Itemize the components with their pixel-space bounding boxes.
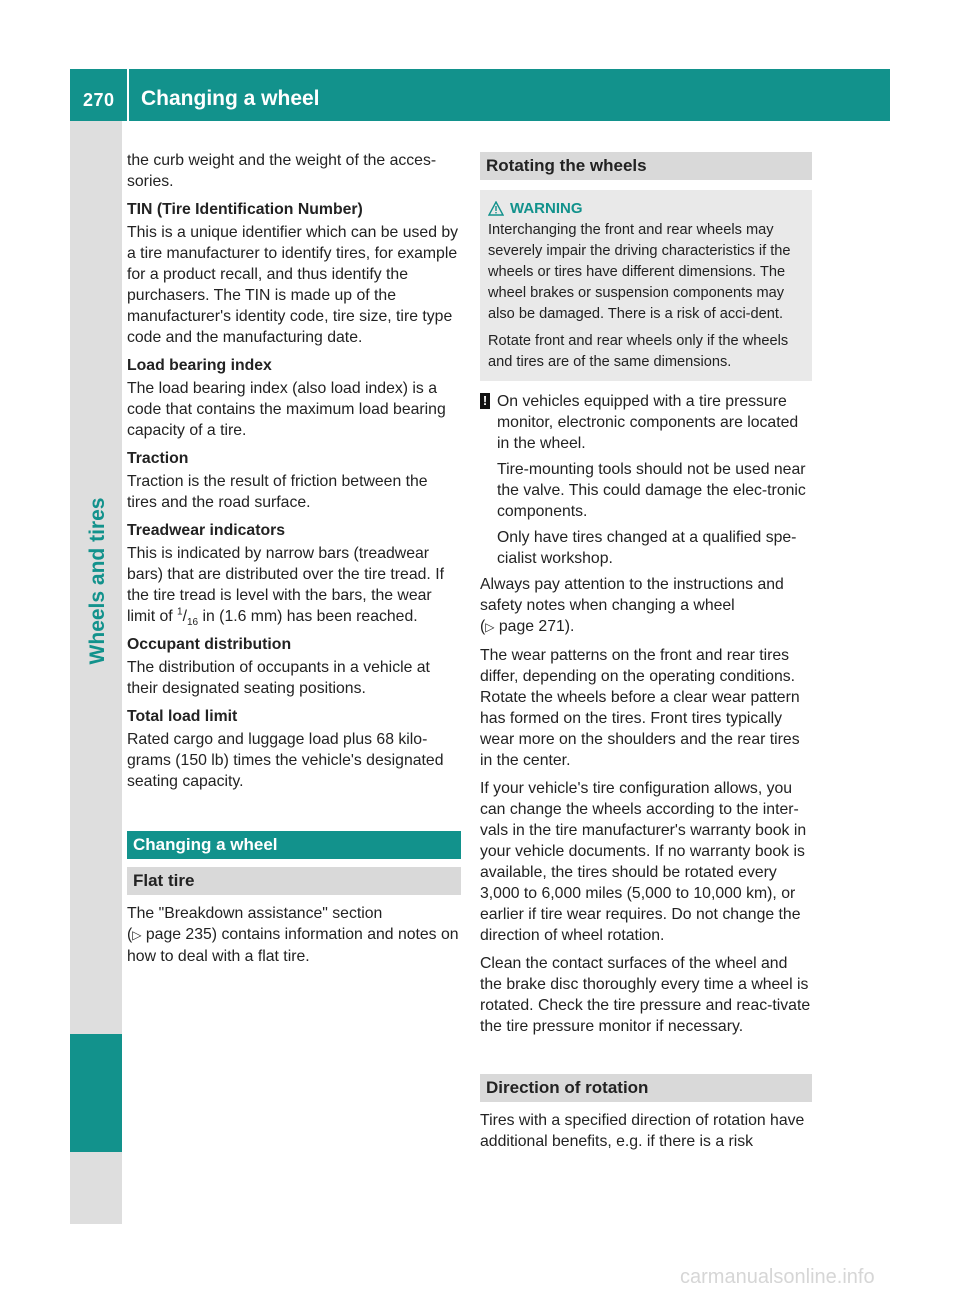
warning-triangle-icon (488, 201, 504, 216)
warning-text-1: Interchanging the front and rear wheels may severely impair the driving characteristics if the wheels or tires have different dimensions. The wheel brakes or suspension components may also be damaged. There is a risk of acci-dent. (488, 222, 791, 322)
traction-text: Traction is the result of friction between the tires and the road surface. (127, 473, 428, 511)
subsection-title-direction: Direction of rotation (480, 1074, 812, 1102)
treadwear-body: This is indicated by narrow bars (treadwear bars) that are distributed over the tire tread. If the tire tread is level with the bars, the wear limit of (127, 545, 444, 625)
notice-text-2: Tire-mounting tools should not be used near the valve. This could damage the elec-tronic components. (497, 461, 806, 520)
side-tab-label: Wheels and tires (86, 497, 109, 665)
left-column (127, 150, 461, 974)
page-ref-271[interactable]: page 271 (498, 618, 565, 635)
page-number: 270 (83, 90, 115, 110)
side-tab-marker (70, 1034, 122, 1152)
occupant-text: The distribution of occupants in a vehicle at their designated seating positions. (127, 659, 430, 697)
notice-block (480, 391, 812, 569)
warning-box (480, 190, 812, 381)
wear-patterns-text: The wear patterns on the front and rear tires differ, depending on the operating conditions. Rotate the wheels before a clear wear pattern has formed on the tires. Front tires typically wear more on the shoulders and the rear tires in the center. (480, 647, 800, 769)
instructions-text: Always pay attention to the instructions and safety notes when changing a wheel (▷ page 271). (480, 576, 784, 635)
total-load-text: Rated cargo and luggage load plus 68 kilo-grams (150 lb) times the vehicle's designated seating capacity. (127, 731, 444, 790)
watermark: carmanualsonline.info (680, 1266, 875, 1288)
clean-contact-text: Clean the contact surfaces of the wheel and the brake disc thoroughly every time a wheel is rotated. Check the tire pressure and reac-tivate the tire pressure monitor if necessary. (480, 955, 811, 1035)
warning-text-2: Rotate front and rear wheels only if the wheels and tires are of the same dimensions. (488, 333, 789, 370)
instructions-text-end: . (570, 618, 575, 635)
flat-tire-text-2: contains information and notes on how to deal with a flat tire. (127, 926, 459, 965)
header-divider (127, 69, 129, 121)
subsection-title-flat-tire: Flat tire (127, 867, 461, 895)
page-ref-arrow-icon: ▷ (132, 928, 142, 942)
instructions-text-a: Always pay attention to the instructions and safety notes when changing a wheel (480, 576, 784, 614)
direction-text: Tires with a specified direction of rotation have additional benefits, e.g. if there is a risk (480, 1112, 805, 1150)
notice-text-3: Only have tires changed at a qualified spe-cialist workshop. (497, 529, 797, 567)
side-tab (70, 121, 122, 1224)
section-title-rotating: Rotating the wheels (480, 152, 812, 180)
warning-header (488, 198, 804, 219)
notice-exclamation-icon: ! (480, 393, 490, 409)
occupant-heading: Occupant distribution (127, 636, 292, 653)
tin-text: This is a unique identifier which can be used by a tire manufacturer to identify tires, for example for a product recall, and thus identify the purchasers. The TIN is made up of the manufacturer's identity code, tire size, tire type code and the manufacturing date. (127, 224, 459, 346)
total-load-heading: Total load limit (127, 708, 238, 725)
tin-heading: TIN (Tire Identification Number) (127, 201, 363, 218)
rotation-intervals-text: If your vehicle's tire configuration allows, you can change the wheels according to the inter-vals in the tire manufacturer's warranty book in your vehicle documents. If no warranty book is available, the tires should be rotated every 3,000 to 6,000 miles (5,000 to 10,000 km), or earlier if tire wear requires. Do not change the direction of wheel rotation. (480, 780, 807, 944)
treadwear-tail: in (1.6 mm) has been reached. (202, 608, 418, 625)
page-ref-arrow-icon: ▷ (485, 620, 495, 634)
right-column (480, 152, 812, 1159)
fraction-denominator: 16 (186, 617, 199, 629)
intro-text: the curb weight and the weight of the acces-sories. (127, 152, 437, 190)
load-index-heading: Load bearing index (127, 357, 272, 374)
load-index-text: The load bearing index (also load index) is a code that contains the maximum load bearing capacity of a tire. (127, 380, 446, 439)
treadwear-text (127, 543, 461, 627)
section-title-changing-wheel: Changing a wheel (127, 831, 461, 859)
warning-label: WARNING (510, 200, 583, 217)
page-title: Changing a wheel (141, 87, 320, 110)
fraction-slash: / (182, 608, 187, 625)
page-ref-235[interactable]: page 235 (145, 926, 212, 943)
flat-tire-text: The "Breakdown assistance" section (▷ page 235) contains information and notes on how to deal with a flat tire. (127, 905, 459, 965)
traction-heading: Traction (127, 450, 189, 467)
notice-text-1: On vehicles equipped with a tire pressure monitor, electronic components are located in the wheel. (497, 393, 799, 452)
treadwear-heading: Treadwear indicators (127, 522, 286, 539)
fraction-numerator: 1 (177, 606, 183, 618)
flat-tire-text-1: The "Breakdown assistance" section (127, 905, 383, 922)
